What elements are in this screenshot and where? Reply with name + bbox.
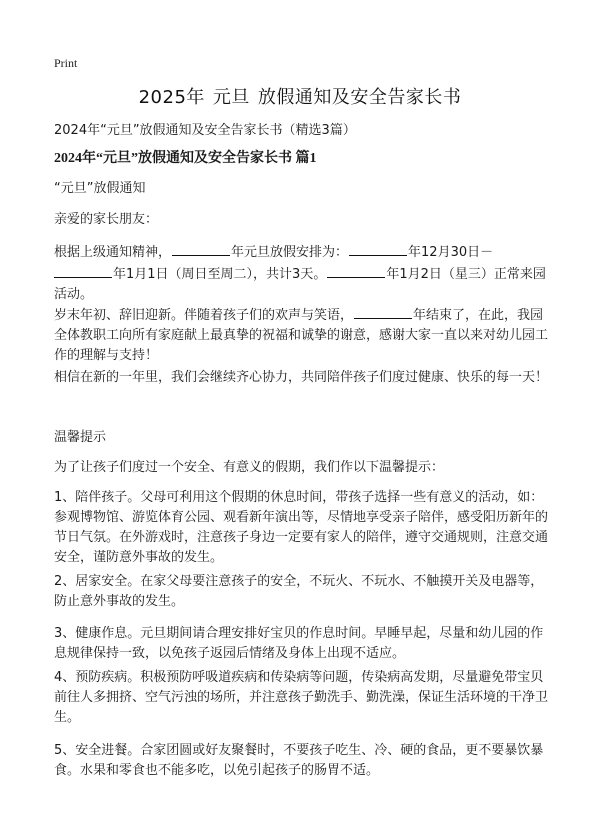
tip-item: 3、健康作息。元旦期间请合理安排好宝贝的作息时间。早睡早起，尽量和幼儿园的作息规律保持一致，以免孩子返园后情绪及身体上出现不适应。 (54, 626, 544, 661)
arrangement-text-5: 年1月2日（星三）正常来园活动。 (54, 267, 546, 302)
belief-paragraph: 相信在新的一年里，我们会继续齐心协力，共同陪伴孩子们度过健康、快乐的每一天！ (54, 370, 549, 385)
greeting: 亲爱的家长朋友： (54, 212, 159, 227)
new-year-text-1: 岁末年初、辞旧迎新。伴随着孩子们的欢声与笑语， (54, 308, 354, 323)
tip-item: 1、陪伴孩子。父母可利用这个假期的休息时间，带孩子选择一些有意义的活动，如：参观博物馆、游览体育公园、观看新年演出等，尽情地享受亲子陪伴，感受阳历新年的节日气氛。在外游戏时，注意孩子身边一定要有家人的陪伴，遵守交通规则，注意交通安全，谨防意外事故的发生。 (54, 490, 549, 565)
blank-year-field (172, 241, 230, 256)
blank-year-field (327, 263, 385, 278)
title-holiday: 元旦 (212, 87, 250, 108)
arrangement-text-2: 年元旦放假安排为： (231, 245, 349, 260)
arrangement-text-3: 年12月30日－ (408, 245, 494, 260)
arrangement-text-4: 年1月1日（周日至周二），共计3天。 (113, 267, 327, 282)
title-main: 放假通知及安全告家长书 (257, 87, 462, 108)
tips-intro: 为了让孩子们度过一个安全、有意义的假期，我们作以下温馨提示： (54, 460, 445, 475)
new-year-paragraph (54, 304, 554, 366)
arrangement-paragraph (54, 241, 554, 305)
document-title (0, 83, 600, 109)
new-year-text-2: 年结束了，在此，我园全体教职工向所有家庭献上最真挚的祝福和诚挚的谢意，感谢大家一直以来对幼儿园工作的理解与支持！ (54, 308, 549, 363)
tips-heading: 温馨提示 (54, 430, 107, 445)
blank-year-field (354, 304, 412, 319)
section-heading: 2024年“元旦”放假通知及安全告家长书 篇1 (54, 151, 317, 166)
tip-item: 2、居家安全。在家父母要注意孩子的安全，不玩火、不玩水、不触摸开关及电器等，防止意外事故的发生。 (54, 574, 544, 609)
document-subtitle: 2024年“元旦”放假通知及安全告家长书（精选3篇） (54, 123, 356, 138)
title-year: 2025年 (138, 87, 205, 108)
blank-year-field (349, 241, 407, 256)
arrangement-text-1: 根据上级通知精神， (54, 245, 172, 260)
tip-item: 5、安全进餐。合家团圆或好友聚餐时，不要孩子吃生、冷、硬的食品，更不要暴饮暴食。水果和零食也不能多吃，以免引起孩子的肠胃不适。 (54, 743, 544, 778)
blank-year-field (54, 263, 112, 278)
notice-title: “元旦”放假通知 (54, 181, 146, 196)
print-label[interactable]: Print (54, 56, 78, 70)
tip-item: 4、预防疾病。积极预防呼吸道疾病和传染病等问题，传染病高发期，尽量避免带宝贝前往人多拥挤、空气污浊的场所，并注意孩子勤洗手、勤洗澡，保证生活环境的干净卫生。 (54, 670, 549, 725)
